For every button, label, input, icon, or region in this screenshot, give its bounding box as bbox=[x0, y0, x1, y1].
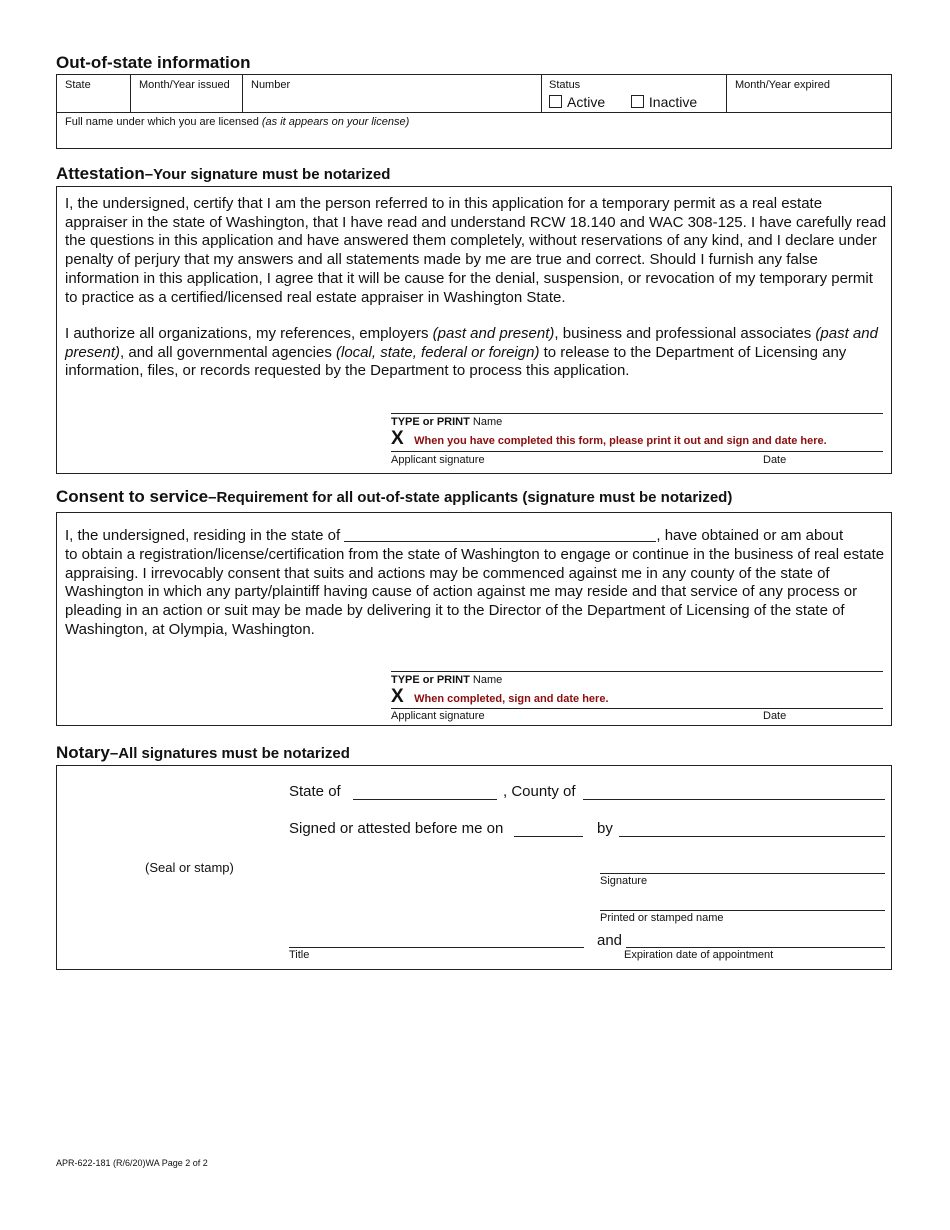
notary-signature-line[interactable] bbox=[600, 873, 885, 874]
signature-instruction-text: When you have completed this form, please print it out and sign and date here. bbox=[414, 435, 827, 447]
issued-cell[interactable] bbox=[139, 79, 230, 91]
residence-state-field[interactable] bbox=[344, 529, 656, 542]
para2-text-1: I authorize all organizations, my references, employers bbox=[65, 325, 433, 342]
notary-state-field[interactable] bbox=[353, 799, 497, 800]
issued-label: Month/Year issued bbox=[139, 79, 230, 91]
para2-italic-2: (past and present) bbox=[65, 325, 878, 361]
active-label: Active bbox=[567, 94, 606, 110]
inactive-option[interactable] bbox=[631, 94, 697, 110]
form-id: APR-622-181 (R/6/20)WA Page 2 of 2 bbox=[56, 1158, 208, 1168]
name-line[interactable] bbox=[391, 671, 883, 672]
date-label: Date bbox=[763, 710, 787, 722]
consent-intro-text: I, the undersigned, residing in the state of bbox=[65, 527, 341, 544]
x-mark: X bbox=[391, 428, 404, 449]
type-print-rest: Name bbox=[469, 416, 503, 428]
x-mark: X bbox=[391, 686, 404, 707]
signer-name-field[interactable] bbox=[619, 836, 885, 837]
active-checkbox[interactable] bbox=[549, 95, 562, 108]
status-options bbox=[549, 94, 697, 110]
inactive-checkbox[interactable] bbox=[631, 95, 644, 108]
attestation-box bbox=[56, 186, 892, 474]
col-divider bbox=[242, 75, 243, 112]
expiration-line[interactable] bbox=[626, 947, 885, 948]
signed-before-label: Signed or attested before me on bbox=[289, 820, 504, 837]
signature-line[interactable] bbox=[391, 451, 883, 452]
state-of-label: State of bbox=[289, 783, 341, 800]
title-label: Title bbox=[289, 949, 310, 961]
notary-subtitle: –All signatures must be notarized bbox=[109, 745, 350, 762]
attestation-heading: Attestation bbox=[56, 164, 145, 183]
number-label: Number bbox=[251, 79, 291, 91]
seal-area: (Seal or stamp) bbox=[145, 860, 234, 875]
active-option[interactable] bbox=[549, 94, 605, 110]
signed-date-field[interactable] bbox=[514, 836, 583, 837]
attestation-paragraph-1: I, the undersigned, certify that I am the person referred to in this application for a temporary permit as a real estate appraiser in the state of Washington, that I have read and understand RCW 18.140 and WAC 308-125. I have carefully read the questions in this application and have answered them completely, without reservations of any kind, and I declare under penalty of perjury that my answers and all statements made by me are true and correct. Should I furnish any false information in this application, I agree that it will be cause for the denial, suspension, or revocation of my temporary permit to practice as a certified/licensed real estate appraiser in Washington State. bbox=[65, 195, 887, 306]
inactive-label: Inactive bbox=[648, 94, 698, 110]
consent-box bbox=[56, 512, 892, 726]
type-print-bold: TYPE or PRINT bbox=[391, 416, 470, 428]
consent-intro bbox=[65, 527, 887, 546]
para2-italic-3: (local, state, federal or foreign) bbox=[336, 343, 540, 361]
para2-text-3: , and all governmental agencies bbox=[120, 343, 337, 361]
printed-name-line[interactable] bbox=[600, 910, 885, 911]
signature-line[interactable] bbox=[391, 708, 883, 709]
signature-instruction bbox=[391, 686, 609, 708]
type-print-rest: Name bbox=[469, 674, 503, 686]
and-label: and bbox=[597, 932, 623, 949]
col-divider bbox=[541, 75, 542, 112]
fullname-cell[interactable] bbox=[65, 116, 409, 128]
fullname-note: (as it appears on your license) bbox=[261, 116, 410, 128]
attestation-title bbox=[56, 164, 390, 184]
para2-italic-1: (past and present) bbox=[432, 325, 555, 342]
notary-heading: Notary bbox=[56, 743, 110, 762]
consent-title bbox=[56, 487, 732, 507]
title-line[interactable] bbox=[289, 947, 584, 948]
consent-body: to obtain a registration/license/certification from the state of Washington to engage or continue in the business of real estate appraising. I irrevocably consent that suits and actions may be commenced against me in any county of the state of Washington in which any party/plaintiff having cause of action against me may reside and that service of any process or pleading in an action or suit may be made by delivering it to the Director of the Department of Licensing of the state of Washington, at Olympia, Washington. bbox=[65, 546, 885, 638]
fullname-label: Full name under which you are licensed bbox=[65, 116, 259, 128]
col-divider bbox=[726, 75, 727, 112]
county-of-label: , County of bbox=[503, 783, 576, 800]
row-divider bbox=[57, 112, 891, 113]
out-of-state-title: Out-of-state information bbox=[56, 53, 251, 72]
by-label: by bbox=[597, 820, 613, 837]
attestation-subtitle: –Your signature must be notarized bbox=[144, 166, 391, 183]
expired-cell[interactable] bbox=[735, 79, 830, 91]
type-print-bold: TYPE or PRINT bbox=[391, 674, 470, 686]
state-cell[interactable] bbox=[65, 79, 91, 91]
para2-text-2: , business and professional associates bbox=[554, 325, 816, 342]
applicant-signature-label: Applicant signature bbox=[391, 710, 485, 722]
type-print-label bbox=[391, 416, 502, 428]
notary-signature-label: Signature bbox=[600, 875, 648, 887]
notary-title bbox=[56, 743, 350, 763]
printed-name-label: Printed or stamped name bbox=[600, 912, 724, 924]
date-label: Date bbox=[763, 454, 787, 466]
state-label: State bbox=[65, 79, 91, 91]
col-divider bbox=[130, 75, 131, 112]
signature-instruction-text: When completed, sign and date here. bbox=[414, 693, 609, 705]
number-cell[interactable] bbox=[251, 79, 290, 91]
consent-intro-end: , have obtained or am about bbox=[656, 527, 844, 544]
status-label: Status bbox=[549, 79, 581, 91]
signature-instruction bbox=[391, 428, 827, 450]
expiration-label: Expiration date of appointment bbox=[624, 949, 774, 961]
consent-heading: Consent to service bbox=[56, 487, 209, 506]
out-of-state-table bbox=[56, 74, 892, 149]
expired-label: Month/Year expired bbox=[735, 79, 830, 91]
type-print-label bbox=[391, 674, 502, 686]
para2-text-4: to release to the Department of Licensing any information, files, or records requested by the Department to process this application. bbox=[65, 343, 847, 380]
notary-county-field[interactable] bbox=[583, 799, 885, 800]
applicant-signature-label: Applicant signature bbox=[391, 454, 485, 466]
notary-box bbox=[56, 765, 892, 970]
attestation-paragraph-2 bbox=[65, 325, 887, 381]
consent-subtitle: –Requirement for all out-of-state applicants (signature must be notarized) bbox=[208, 489, 733, 506]
name-line[interactable] bbox=[391, 413, 883, 414]
